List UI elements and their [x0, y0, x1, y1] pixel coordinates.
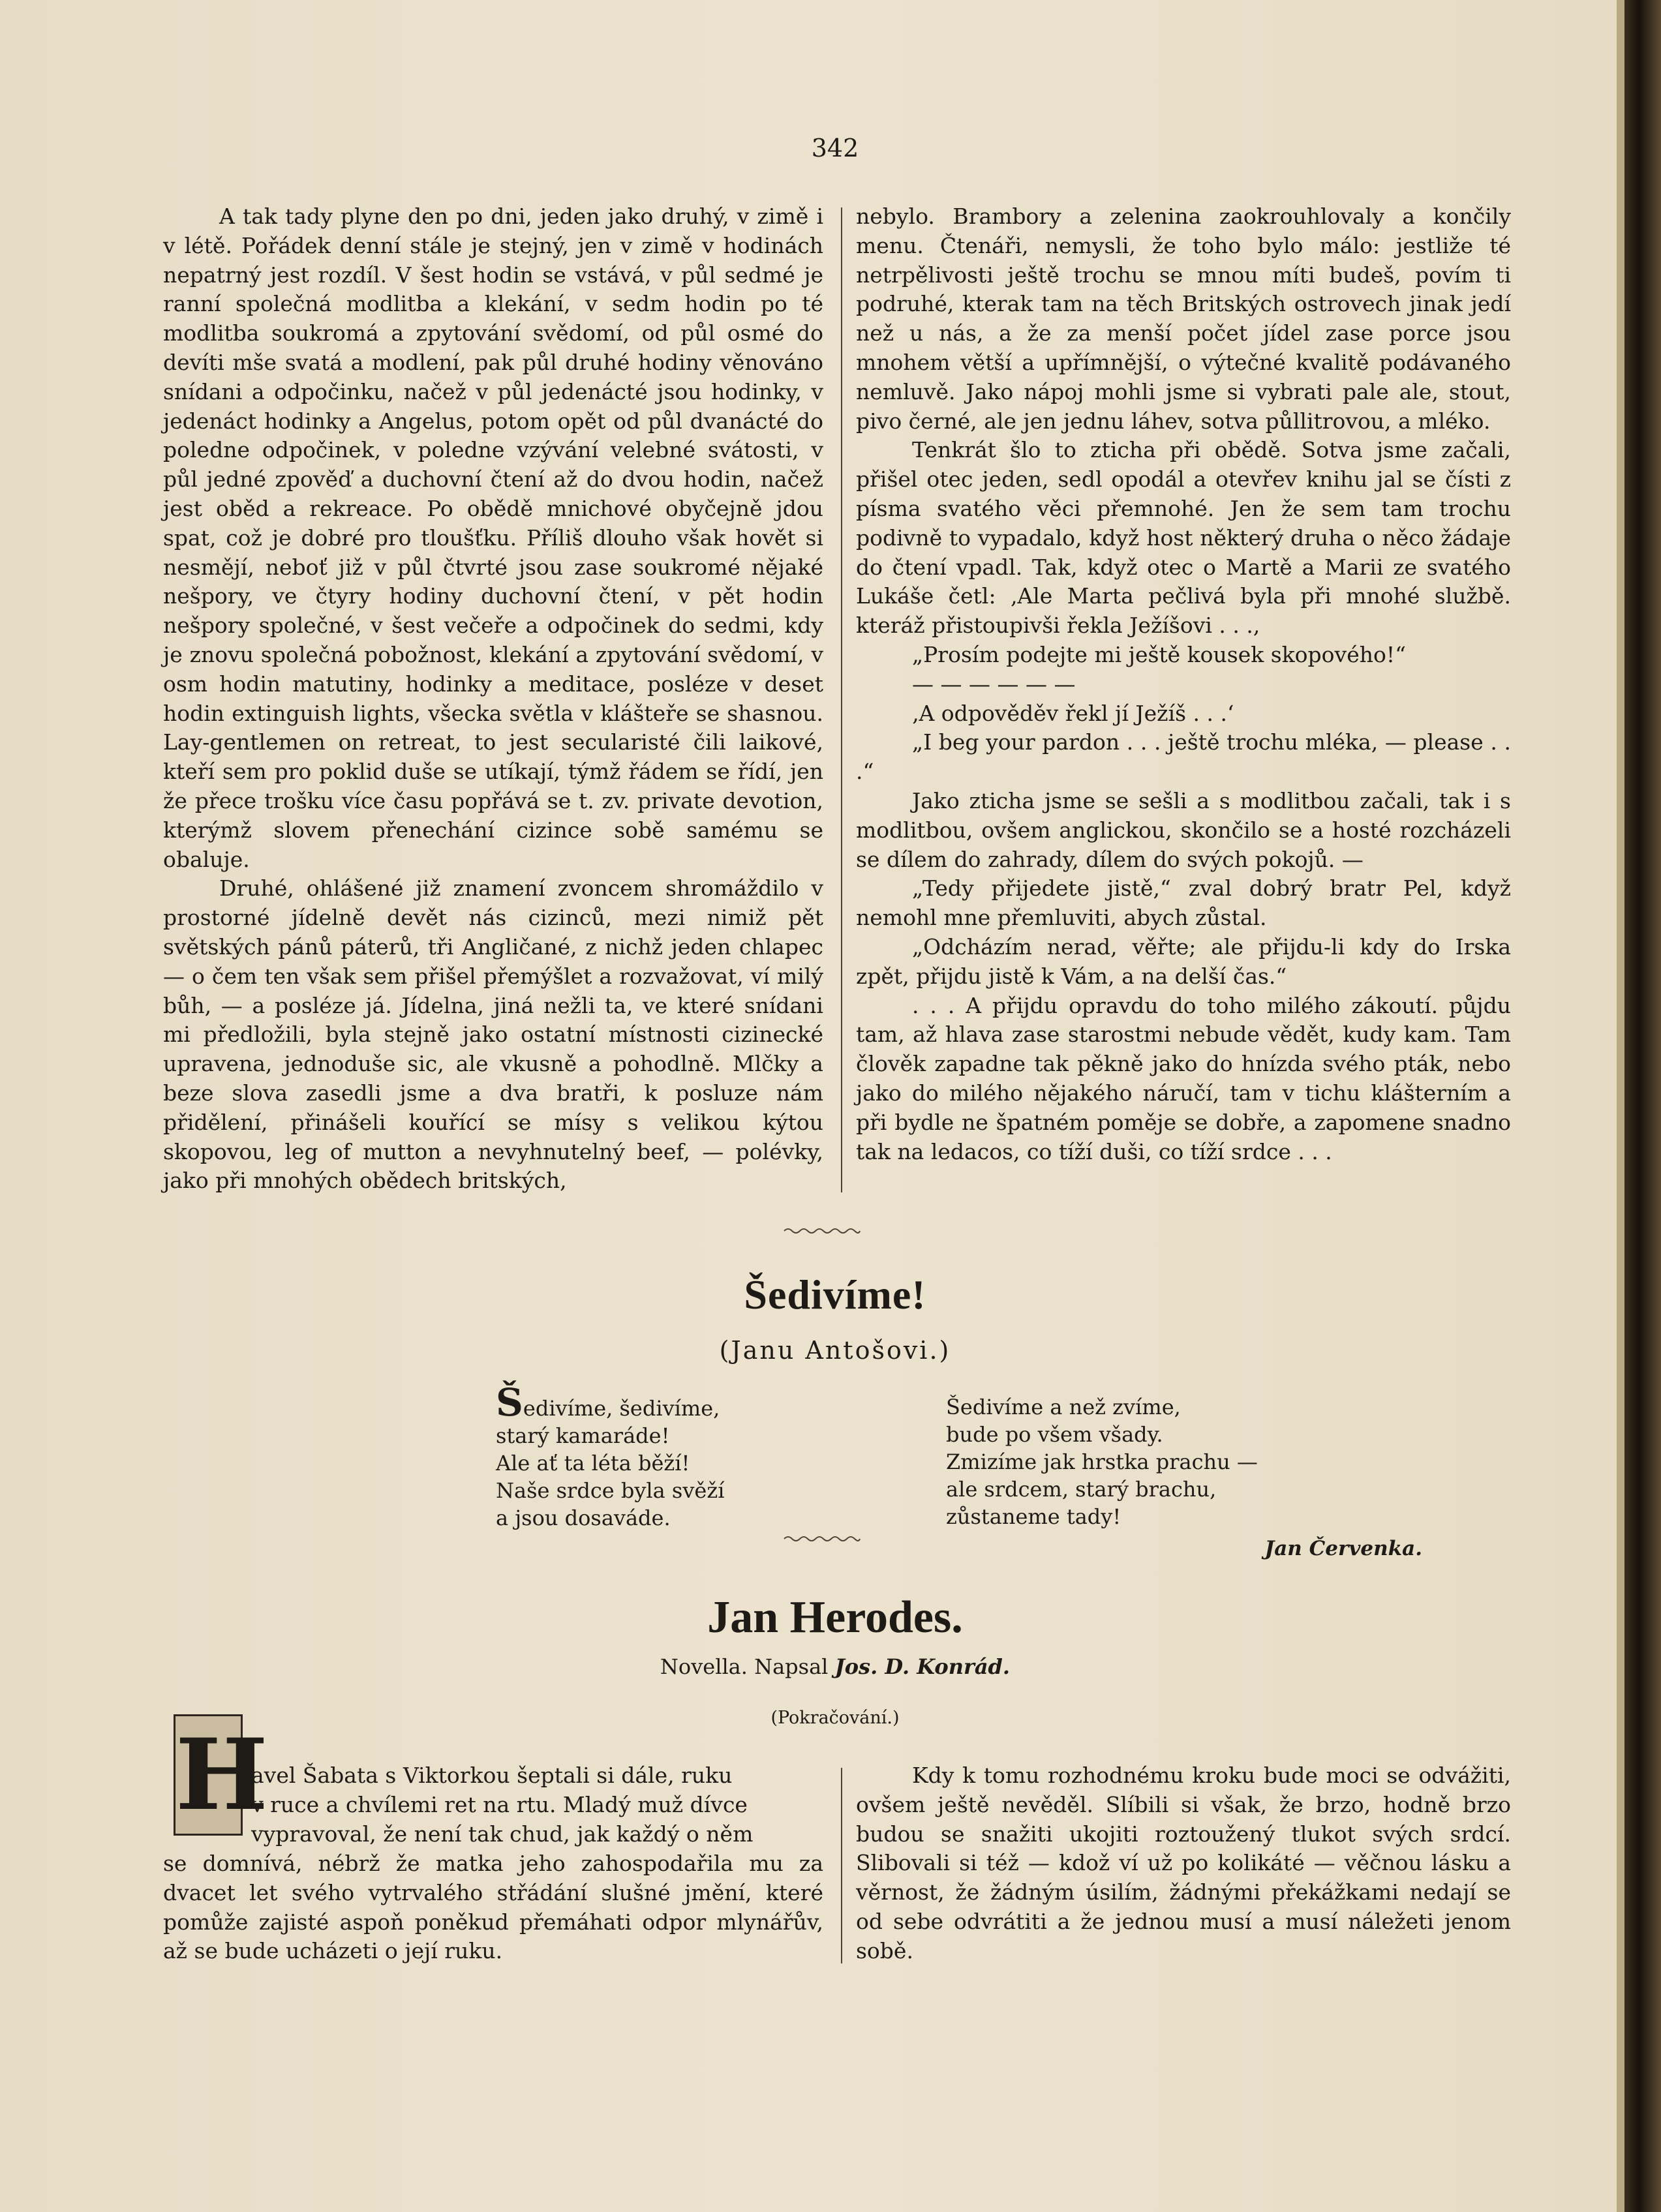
column-divider	[841, 1768, 842, 1963]
poem-line: Ale ať ta léta běží!	[496, 1451, 690, 1476]
article-paragraph: A tak tady plyne den po dni, jeden jako druhý, v zimě i v létě. Pořádek denní stále je stejný, jen v zimě v hodinách nepatrný jest rozdíl. V šest hodin se vstává, v půl sedmé je ranní společná modlitba a klekání, v sedm hodin po té modlitba soukromá a zpytování svědomí, od půl osmé do devíti mše svatá a modlení, pak půl druhé hodiny věnováno snídani a odpočinku, načež v půl jedenácté jsou hodinky, v jedenáct hodinky a Angelus, potom opět od půl dvanácté do poledne odpočinek, v poledne vzývání velebné svátosti, v půl jedné zpověď a duchovní čtení až do dvou hodin, načež jest oběd a rekreace. Po obědě mnichové obyčejně jdou spat, což je dobré pro tloušťku. Příliš dlouho však hovět si nesmějí, neboť již v půl čtvrté jsou zase soukromé nějaké nešpory, ve čtyry hodiny duchovní čtení, v pět hodin nešpory společné, v šest večeře a odpočinek do sedmi, kdy je znovu společná pobožnost, klekání a zpytování svědomí, v osm hodin matutiny, hodinky a meditace, posléze v deset hodin extinguish lights, všecka světla v klášteře se shasnou. Lay-gentlemen on retreat, to jest secularisté čili laikové, kteří sem pro poklid duše se utíkají, týmž řádem se řídí, jen že přece trošku více času popřává se t. zv. private devotion, kterýmž slovem přenechání cizince sobě samému se obaluje.	[163, 204, 823, 872]
article-paragraph: ‚A odpověděv řekl jí Ježíš . . .‘	[912, 700, 1234, 726]
article-paragraph: „I beg your pardon . . . ještě trochu mléka, — please . . .“	[856, 729, 1511, 785]
novella-line: v ruce a chvílemi ret na rtu. Mladý muž dívce	[251, 1791, 748, 1817]
poem-line: starý kamaráde!	[496, 1423, 670, 1448]
novella-left-top	[251, 1761, 825, 1849]
novella-title: Jan Herodes.	[707, 1592, 963, 1643]
novella-left-column	[163, 1849, 823, 1966]
poem-dedication: (Janu Antošovi.)	[719, 1336, 951, 1365]
novella-subtitle: Novella. Napsal Jos. D. Konrád.	[660, 1654, 1011, 1679]
poem-line: ale srdcem, starý brachu,	[946, 1477, 1217, 1502]
book-spine	[1624, 0, 1661, 2212]
dash-line: — — — — — —	[912, 671, 1076, 697]
ornament-squiggle	[783, 1534, 861, 1543]
article-left-column	[163, 202, 823, 1196]
article-paragraph: Druhé, ohlášené již znamení zvoncem shromáždilo v prostorné jídelně devět nás cizinců, mezi nimiž pět světských pánů páterů, tři Angličané, z nichž jeden chlapec — o čem ten však sem přišel přemýšlet a rozvažovat, ví milý bůh, — a posléze já. Jídelna, jiná nežli ta, ve které snídani mi předložili, byla stejně jako ostatní místnosti cizinecké upravena, jednoduše sic, ale vkusně a pohodlně. Mlčky a beze slova zasedli jsme a dva bratři, k posluze nám přidělení, přinášeli kouřící se mísy s velikou kýtou skopovou, leg of mutton a nevyhnutelný beef, — polévky, jako při mnohých obědech britských,	[163, 875, 823, 1194]
novella-line: vypravoval, že není tak chud, jak každý o něm	[251, 1821, 754, 1847]
article-paragraph: „Prosím podejte mi ještě kousek skopového!“	[912, 641, 1406, 667]
ornament-squiggle	[783, 1226, 861, 1235]
poem-line: Zmizíme jak hrstka prachu —	[946, 1449, 1258, 1474]
novella-paragraph: Kdy k tomu rozhodnému kroku bude moci se odvážiti, ovšem ještě nevěděl. Slíbili si však, že brzo, hodně brzo budou se snažiti ukojiti roztoužený tlukot svých srdcí. Slibovali si též — kdož ví už po kolikáté — věčnou lásku a věrnost, že žádným úsilím, žádnými překážkami nedají se od sebe odvrátiti a že jednou musí a musí náležeti jenom sobě.	[856, 1763, 1511, 1963]
article-paragraph: Tenkrát šlo to zticha při obědě. Sotva jsme začali, přišel otec jeden, sedl opodál a otevřev knihu jal se čísti z písma svatého věci přemnohé. Jen že sem tam trochu podivně to vypadalo, když host některý druha o něco žádaje do čtení vpadl. Tak, když otec o Martě a Marii ze svatého Lukáše četl: ‚Ale Marta pečlivá byla při mnohé službě. kteráž přistoupivši řekla Ježíšovi . . .,	[856, 437, 1511, 639]
novella-right-column	[856, 1761, 1511, 1966]
novella-author: Jos. D. Konrád.	[834, 1654, 1011, 1679]
poem-title: Šedivíme!	[744, 1271, 926, 1318]
article-paragraph: „Odcházím nerad, věřte; ale přijdu-li kdy do Irska zpět, přijdu jistě k Vám, a na delší čas.“	[856, 933, 1511, 989]
poem-stanza-1	[496, 1380, 835, 1532]
article-paragraph: . . . A přijdu opravdu do toho milého zákoutí. půjdu tam, až hlava zase starostmi nebude vědět, kudy kam. Tam člověk zapadne tak pěkně jako do hnízda svého pták, nebo jako do milého nějakého náručí, tam v tichu klášterním a při bydle ne špatném poměje se dobře, a zapomene snadno tak na ledacos, co tíží duši, co tíží srdce . . .	[856, 992, 1511, 1164]
column-divider	[841, 207, 842, 1192]
poem-line: a jsou dosaváde.	[496, 1506, 671, 1530]
novella-continuation: (Pokračování.)	[770, 1708, 900, 1728]
novella-paragraph: se domnívá, nébrž že matka jeho zahospodařila mu za dvacet let svého vytrvalého střádání slušné jmění, které pomůže zajisté aspoň poněkud přemáhati odpor mlynářův, až se bude ucházeti o její ruku.	[163, 1851, 823, 1964]
poem-line: zůstaneme tady!	[946, 1504, 1121, 1529]
poem-initial: Š	[496, 1380, 523, 1425]
poem-author: Jan Červenka.	[1264, 1537, 1422, 1560]
poem-line: Šedivíme a než zvíme,	[946, 1395, 1181, 1419]
article-paragraph: „Tedy přijedete jistě,“ zval dobrý bratr Pel, když nemohl mne přemluviti, abych zůstal.	[856, 875, 1511, 931]
poem-line: Šedivíme, šedivíme,	[496, 1380, 720, 1425]
article-paragraph: nebylo. Brambory a zelenina zaokrouhlovaly a končily menu. Čtenáři, nemysli, že toho bylo málo: jestliže té netrpělivosti ještě trochu se mnou míti budeš, povím ti podruhé, kterak tam na těch Britských ostrovech jinak jedí než u nás, a že za menší počet jídel zase porce jsou mnohem větší a upřímnější, o výtečné kvalitě podávaného nemluvě. Jako nápoj mohli jsme si vybrati pale ale, stout, pivo černé, ale jen jednu láhev, sotva půllitrovou, a mléko.	[856, 204, 1511, 434]
novella-line: avel Šabata s Viktorkou šeptali si dále, ruku	[251, 1763, 733, 1788]
page-number: 342	[811, 134, 859, 162]
poem-stanza-2	[946, 1393, 1311, 1530]
drop-cap: H	[174, 1714, 243, 1836]
poem-line: bude po všem všady.	[946, 1422, 1163, 1447]
article-paragraph: Jako zticha jsme se sešli a s modlitbou začali, tak i s modlitbou, ovšem anglickou, skončilo se a hosté rozcházeli se dílem do zahrady, dílem do svých pokojů. —	[856, 787, 1511, 872]
article-right-column	[856, 202, 1511, 1166]
poem-line: Naše srdce byla svěží	[496, 1478, 725, 1503]
